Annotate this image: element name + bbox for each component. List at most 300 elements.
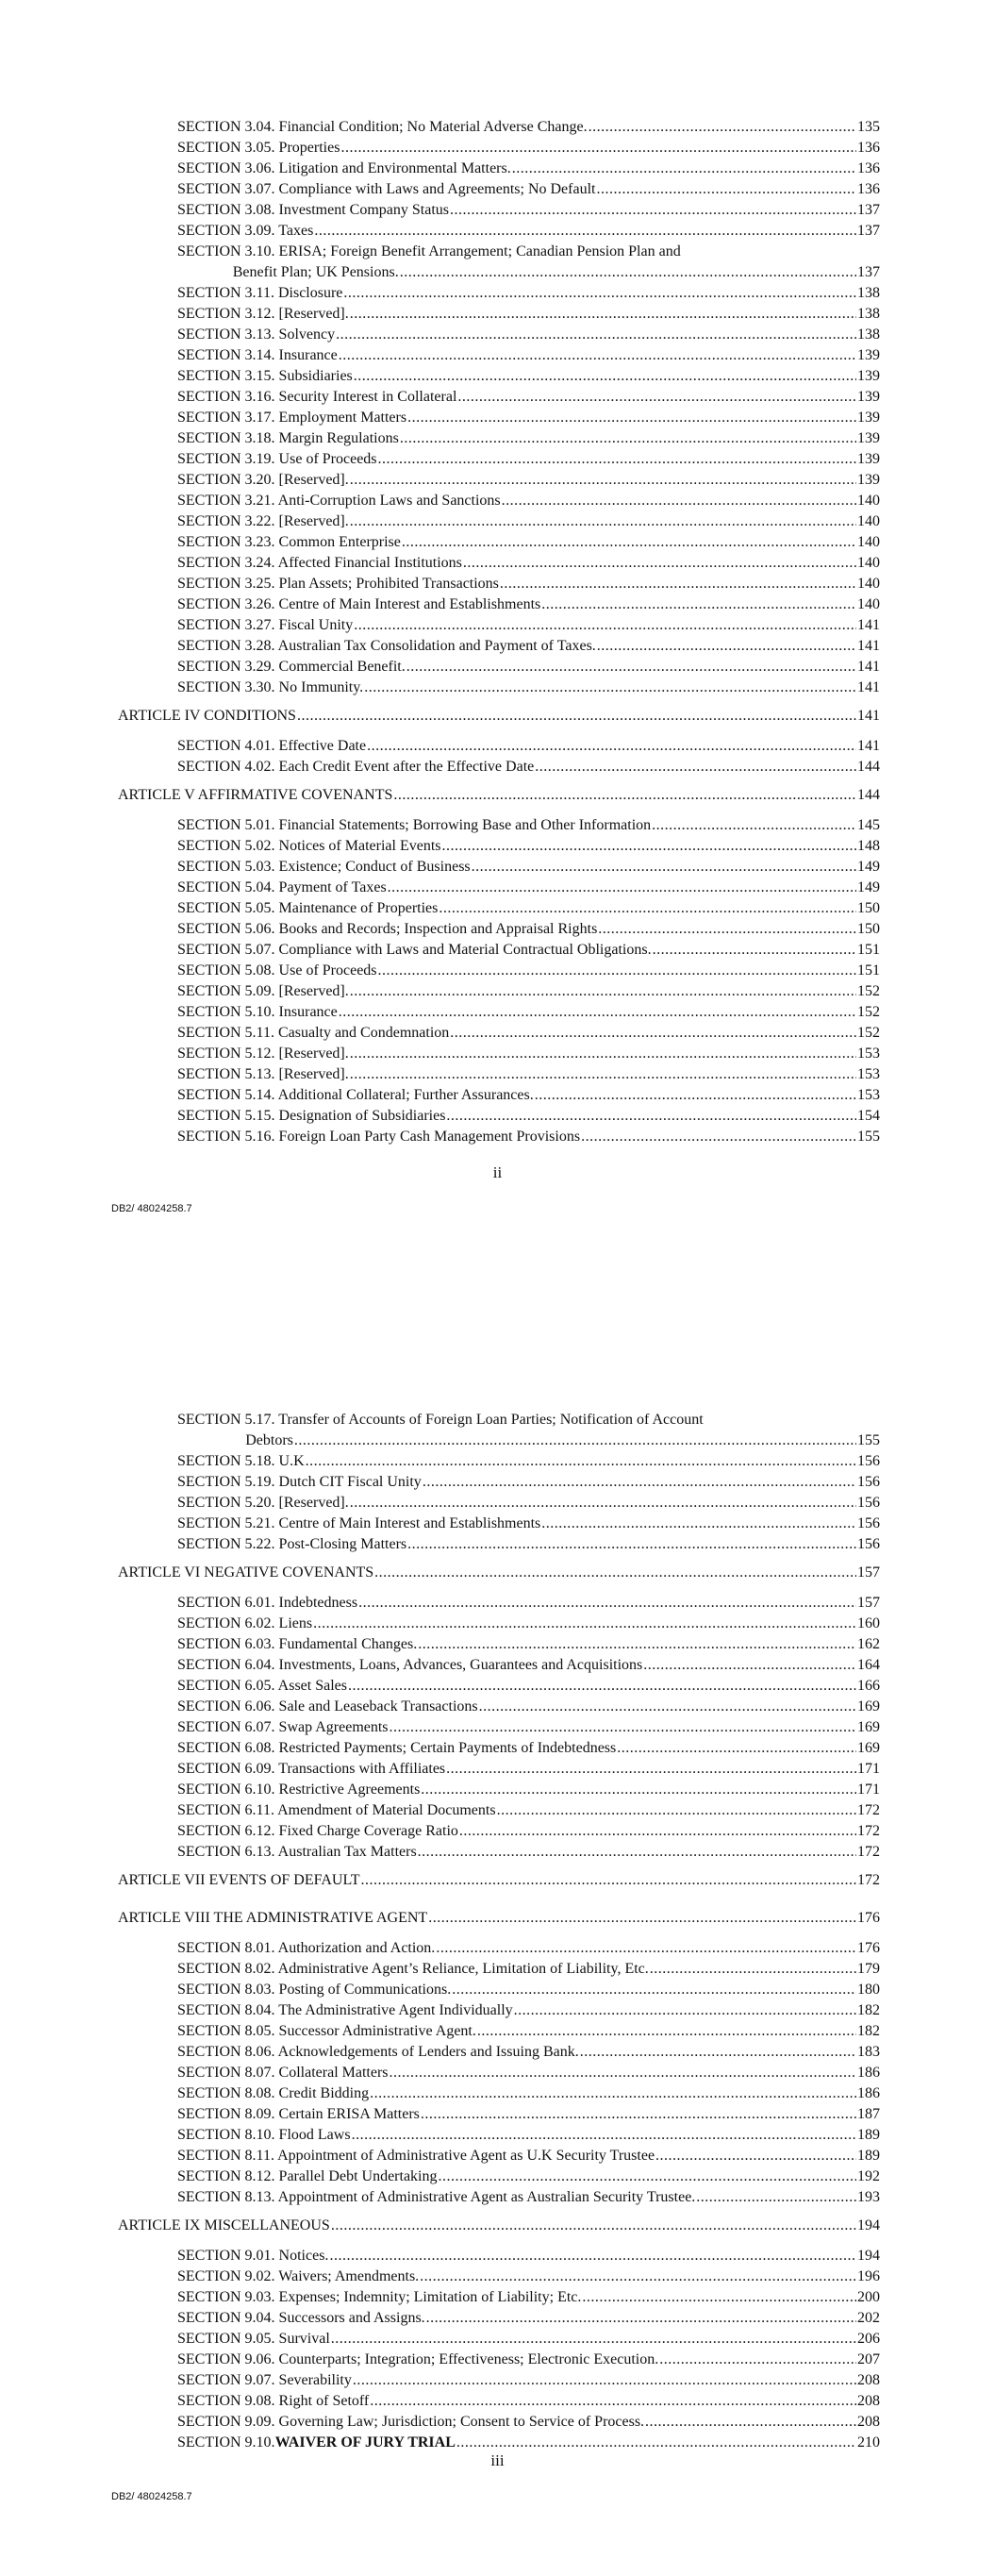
toc-section-entry[interactable]: [177, 2022, 880, 2041]
toc-page-number: 138: [857, 326, 880, 343]
toc-section-entry[interactable]: [177, 1473, 880, 1492]
dot-leader: [350, 982, 856, 1001]
toc-section-entry[interactable]: [177, 2350, 880, 2369]
toc-section-entry[interactable]: [177, 2084, 880, 2103]
toc-section-entry[interactable]: [177, 1939, 880, 1958]
toc-entry-label: SECTION 6.13. Australian Tax Matters: [177, 1844, 417, 1860]
dot-leader: [459, 1822, 856, 1841]
dot-leader: [306, 1452, 856, 1471]
toc-page-number: 172: [857, 1823, 880, 1839]
toc-page-number: 192: [857, 2168, 880, 2184]
dot-leader: [463, 554, 856, 573]
toc-entry-label: SECTION 3.30. No Immunity.: [177, 679, 364, 695]
toc-page-number: 135: [857, 119, 880, 135]
toc-page-number: 137: [857, 223, 880, 239]
toc-entry-label: SECTION 3.04. Financial Condition; No Material Adverse Change.: [177, 119, 588, 135]
dot-leader: [456, 2434, 856, 2452]
toc-page-number: 137: [857, 264, 880, 280]
toc-page-number: 150: [857, 900, 880, 916]
toc-section-entry[interactable]: [177, 920, 880, 939]
toc-entry-label: SECTION 8.13. Appointment of Administrative Agent as Australian Security Trustee.: [177, 2189, 696, 2205]
toc-entry-label: SECTION 5.03. Existence; Conduct of Business: [177, 859, 471, 875]
toc-entry-label: SECTION 8.09. Certain ERISA Matters: [177, 2106, 420, 2122]
dot-leader: [348, 1677, 856, 1696]
toc-page-number: 172: [857, 1844, 880, 1860]
dot-leader: [407, 409, 856, 427]
toc-entry-label: SECTION 5.21. Centre of Main Interest and Establishments: [177, 1515, 541, 1531]
toc-article-entry[interactable]: [118, 2216, 880, 2235]
toc-section-entry[interactable]: [177, 1739, 880, 1758]
toc-entry-label: SECTION 5.11. Casualty and Condemnation: [177, 1025, 450, 1041]
toc-section-entry[interactable]: [177, 492, 880, 510]
toc-page-number: 157: [857, 1564, 880, 1581]
toc-entry-label: SECTION 6.01. Indebtedness: [177, 1595, 358, 1611]
toc-entry-label: SECTION 3.08. Investment Company Status: [177, 202, 449, 218]
dot-leader: [442, 837, 857, 856]
toc-entry-label: Debtors: [245, 1432, 293, 1448]
toc-section-entry[interactable]: [177, 1107, 880, 1126]
toc-entry-label: SECTION 9.01. Notices.: [177, 2248, 329, 2264]
toc-entry-label: SECTION 5.22. Post-Closing Matters: [177, 1536, 407, 1552]
toc-section-entry[interactable]: [177, 1656, 880, 1675]
toc-entry-label: SECTION 6.12. Fixed Charge Coverage Ratio: [177, 1823, 458, 1839]
toc-section-entry[interactable]: [177, 2167, 880, 2186]
toc-page-number: 200: [857, 2289, 880, 2305]
toc-page-number: 166: [857, 1678, 880, 1694]
toc-section-entry[interactable]: [177, 758, 880, 777]
toc-section-entry[interactable]: [177, 2188, 880, 2207]
toc-section-entry[interactable]: [177, 180, 880, 199]
dot-leader: [479, 1698, 856, 1716]
toc-section-entry[interactable]: [177, 1781, 880, 1799]
toc-page-number: 171: [857, 1761, 880, 1777]
toc-article-entry[interactable]: [118, 707, 880, 726]
dot-leader: [329, 2247, 856, 2266]
toc-entry-label: SECTION 3.21. Anti-Corruption Laws and Sanctions: [177, 493, 501, 509]
toc-entry-label: SECTION 5.06. Books and Records; Inspection and Appraisal Rights: [177, 921, 598, 937]
toc-entry-label: ARTICLE IX MISCELLANEOUS: [118, 2217, 330, 2233]
toc-section-entry[interactable]: [177, 658, 880, 677]
toc-section-entry[interactable]: [177, 2001, 880, 2020]
page-number: ii: [492, 1163, 503, 1181]
dot-leader: [354, 616, 856, 635]
toc-entry-label: SECTION 9.06. Counterparts; Integration; Effectiveness; Electronic Execution.: [177, 2351, 659, 2367]
toc-section-entry[interactable]: [177, 139, 880, 158]
toc-entry-label: SECTION 3.28. Australian Tax Consolidation and Payment of Taxes.: [177, 638, 596, 654]
toc-entry-label: SECTION 3.16. Security Interest in Collateral: [177, 389, 457, 405]
toc-page-number: 186: [857, 2065, 880, 2081]
dot-leader: [439, 899, 856, 918]
dot-leader: [597, 637, 856, 656]
toc-page-number: 160: [857, 1615, 880, 1631]
dot-leader: [393, 786, 856, 805]
toc-page-number: 136: [857, 140, 880, 156]
toc-section-entry[interactable]: [177, 2064, 880, 2083]
toc-page-number: 207: [857, 2351, 880, 2367]
toc-entry-label: SECTION 6.11. Amendment of Material Documents: [177, 1802, 496, 1818]
toc-entry-label: SECTION 3.07. Compliance with Laws and Agreements; No Default: [177, 181, 596, 197]
toc-page-number: 187: [857, 2106, 880, 2122]
toc-entry-label: SECTION 8.03. Posting of Communications.: [177, 1982, 452, 1998]
toc-section-entry[interactable]: [177, 2126, 880, 2145]
toc-page-number: 182: [857, 2023, 880, 2039]
toc-section-entry[interactable]: [177, 471, 880, 490]
toc-section-entry[interactable]: [177, 533, 880, 552]
toc-page-iii: [0, 1288, 995, 2576]
toc-page-number: 182: [857, 2002, 880, 2018]
toc-entry-label: SECTION 6.02. Liens: [177, 1615, 313, 1631]
toc-section-entry[interactable]: [177, 962, 880, 980]
toc-entry-label: SECTION 8.11. Appointment of Administrative Agent as U.K Security Trustee: [177, 2148, 655, 2164]
toc-section-entry[interactable]: [177, 450, 880, 469]
toc-entry-label: SECTION 6.07. Swap Agreements: [177, 1719, 389, 1735]
toc-entry-label: SECTION 3.11. Disclosure: [177, 285, 343, 301]
toc-page-number: 140: [857, 596, 880, 612]
dot-leader: [535, 1086, 856, 1105]
toc-page-number: 141: [857, 679, 880, 695]
dot-leader: [655, 2147, 856, 2166]
toc-entry-label: SECTION 9.02. Waivers; Amendments.: [177, 2268, 420, 2284]
toc-section-entry[interactable]: [177, 409, 880, 427]
toc-entry-label: SECTION 5.04. Payment of Taxes: [177, 879, 387, 895]
toc-section-entry[interactable]: [177, 1065, 880, 1084]
toc-section-entry[interactable]: [177, 1452, 880, 1471]
toc-entry-label: SECTION 6.10. Restrictive Agreements: [177, 1781, 421, 1798]
toc-section-entry[interactable]: [177, 1128, 880, 1146]
dot-leader: [331, 2330, 856, 2349]
toc-page-number: 137: [857, 202, 880, 218]
dot-leader: [423, 1473, 856, 1492]
toc-page-number: 136: [857, 181, 880, 197]
dot-leader: [294, 1431, 856, 1450]
toc-section-entry[interactable]: [177, 941, 880, 960]
toc-entry-label: SECTION 3.13. Solvency: [177, 326, 336, 343]
dot-leader: [354, 367, 856, 386]
toc-entry-label: SECTION 3.09. Taxes: [177, 223, 314, 239]
dot-leader: [541, 1514, 856, 1533]
toc-section-entry[interactable]: [177, 1045, 880, 1063]
toc-entry-label: SECTION 6.04. Investments, Loans, Advances, Guarantees and Acquisitions: [177, 1657, 643, 1673]
toc-section-entry[interactable]: [177, 2043, 880, 2062]
dot-leader: [378, 962, 856, 980]
toc-section-entry[interactable]: [177, 554, 880, 573]
toc-section-entry[interactable]: [177, 637, 880, 656]
toc-page-number: 172: [857, 1802, 880, 1818]
toc-page-number: 171: [857, 1781, 880, 1798]
toc-entry-label: SECTION 8.10. Flood Laws: [177, 2127, 351, 2143]
dot-leader: [589, 118, 856, 137]
toc-section-entry[interactable]: [177, 982, 880, 1001]
toc-section-entry[interactable]: [177, 201, 880, 220]
toc-page-number: 138: [857, 285, 880, 301]
dot-leader: [472, 858, 856, 877]
dot-leader: [650, 1960, 856, 1979]
toc-entry-label: SECTION 4.01. Effective Date: [177, 738, 367, 754]
toc-section-entry[interactable]: [177, 1801, 880, 1820]
dot-leader: [659, 2350, 856, 2369]
toc-entry-label: SECTION 3.06. Litigation and Environmental Matters.: [177, 160, 511, 176]
toc-entry-label: SECTION 8.05. Successor Administrative Agent.: [177, 2023, 476, 2039]
toc-entry-label: SECTION 3.14. Insurance: [177, 347, 338, 363]
toc-article-entry[interactable]: [118, 1909, 880, 1928]
dot-leader: [340, 139, 856, 158]
dot-leader: [378, 450, 856, 469]
dot-leader: [500, 575, 856, 594]
toc-page-number: 144: [857, 787, 880, 803]
dot-leader: [617, 1739, 856, 1758]
toc-page-number: 208: [857, 2372, 880, 2388]
toc-page-number: 141: [857, 638, 880, 654]
toc-page-number: 140: [857, 513, 880, 529]
dot-leader: [582, 2288, 856, 2307]
document-id: DB2/ 48024258.7: [111, 2491, 192, 2502]
toc-section-entry[interactable]: [177, 388, 880, 407]
toc-section-entry[interactable]: [177, 1086, 880, 1105]
toc-entry-label: SECTION 6.06. Sale and Leaseback Transactions: [177, 1698, 478, 1715]
toc-entry-label: SECTION 8.12. Parallel Debt Undertaking: [177, 2168, 438, 2184]
toc-page-number: 179: [857, 1961, 880, 1977]
toc-section-entry[interactable]: [177, 816, 880, 835]
toc-entry-continuation[interactable]: [177, 1431, 880, 1450]
toc-page-number: 136: [857, 160, 880, 176]
dot-leader: [514, 2001, 856, 2020]
toc-article-entry[interactable]: [118, 786, 880, 805]
dot-leader: [477, 2022, 856, 2041]
dot-leader: [428, 1909, 856, 1928]
toc-section-entry[interactable]: [177, 1614, 880, 1633]
toc-section-entry[interactable]: [177, 678, 880, 697]
dot-leader: [390, 2064, 856, 2083]
toc-entry-label: SECTION 3.19. Use of Proceeds: [177, 451, 377, 467]
dot-leader: [390, 1718, 856, 1737]
toc-entry-label: SECTION 3.10. ERISA; Foreign Benefit Arrangement; Canadian Pension Plan and: [177, 243, 681, 259]
toc-section-entry[interactable]: [177, 837, 880, 856]
toc-page-number: 156: [857, 1536, 880, 1552]
dot-leader: [497, 1801, 856, 1820]
dot-leader: [418, 1843, 856, 1862]
dot-leader: [352, 2126, 856, 2145]
dot-leader: [436, 1939, 856, 1958]
toc-entry-label: SECTION 5.05. Maintenance of Properties: [177, 900, 439, 916]
toc-page-number: 152: [857, 1025, 880, 1041]
toc-section-entry[interactable]: [177, 305, 880, 324]
toc-entry-heading[interactable]: [177, 243, 880, 261]
toc-entry-heading[interactable]: [177, 1411, 880, 1430]
toc-page-number: 202: [857, 2310, 880, 2326]
toc-page-number: 153: [857, 1066, 880, 1082]
toc-section-entry[interactable]: [177, 737, 880, 756]
dot-leader: [421, 2105, 856, 2124]
dot-leader: [541, 595, 856, 614]
toc-section-entry[interactable]: [177, 2392, 880, 2411]
toc-page-number: 138: [857, 306, 880, 322]
toc-entry-label: SECTION 9.05. Survival: [177, 2331, 330, 2347]
dot-leader: [402, 533, 856, 552]
toc-page-number: 169: [857, 1740, 880, 1756]
toc-entry-label: SECTION 5.07. Compliance with Laws and Material Contractual Obligations.: [177, 942, 652, 958]
document-id: DB2/ 48024258.7: [111, 1203, 192, 1214]
toc-section-entry[interactable]: [177, 2434, 880, 2452]
toc-section-entry[interactable]: [177, 1760, 880, 1779]
toc-page-number: 152: [857, 1004, 880, 1020]
toc-page-number: 196: [857, 2268, 880, 2284]
toc-page-number: 210: [857, 2434, 880, 2451]
toc-page-number: 144: [857, 759, 880, 775]
toc-entry-label: SECTION 5.18. U.K: [177, 1453, 305, 1469]
toc-section-entry[interactable]: [177, 575, 880, 594]
toc-section-entry[interactable]: [177, 2330, 880, 2349]
toc-section-entry[interactable]: [177, 878, 880, 897]
dot-leader: [426, 2309, 856, 2328]
toc-section-entry[interactable]: [177, 284, 880, 303]
toc-section-entry[interactable]: [177, 1718, 880, 1737]
toc-page-number: 140: [857, 493, 880, 509]
toc-section-entry[interactable]: [177, 2413, 880, 2432]
toc-page-number: 156: [857, 1515, 880, 1531]
toc-entry-label: SECTION 8.02. Administrative Agent’s Reliance, Limitation of Liability, Etc.: [177, 1961, 649, 1977]
toc-section-entry[interactable]: [177, 429, 880, 448]
toc-section-entry[interactable]: [177, 346, 880, 365]
toc-section-entry[interactable]: [177, 1594, 880, 1613]
toc-page-number: 139: [857, 451, 880, 467]
toc-page-number: 145: [857, 817, 880, 833]
toc-entry-label: SECTION 5.19. Dutch CIT Fiscal Unity: [177, 1474, 422, 1490]
toc-entry-label: SECTION 9.08. Right of Setoff: [177, 2393, 370, 2409]
toc-article-entry[interactable]: [118, 1871, 880, 1890]
toc-page-number: 169: [857, 1698, 880, 1715]
toc-section-entry[interactable]: [177, 2371, 880, 2390]
toc-section-entry[interactable]: [177, 326, 880, 344]
toc-entry-label: ARTICLE V AFFIRMATIVE COVENANTS: [118, 787, 393, 803]
toc-article-entry[interactable]: [118, 1564, 880, 1582]
dot-leader: [418, 1635, 856, 1654]
toc-entry-label: SECTION 5.15. Designation of Subsidiaries: [177, 1108, 446, 1124]
toc-section-entry[interactable]: [177, 1698, 880, 1716]
toc-section-entry[interactable]: [177, 1494, 880, 1513]
toc-page-number: 157: [857, 1595, 880, 1611]
toc-section-entry[interactable]: [177, 367, 880, 386]
dot-leader: [653, 941, 856, 960]
toc-section-entry[interactable]: [177, 1981, 880, 1999]
dot-leader: [645, 2413, 856, 2432]
toc-entry-label: SECTION 5.17. Transfer of Accounts of Foreign Loan Parties; Notification of Account: [177, 1412, 704, 1428]
dot-leader: [358, 1594, 856, 1613]
toc-entry-label: SECTION 5.20. [Reserved].: [177, 1495, 349, 1511]
toc-entry-label: SECTION 9.09. Governing Law; Jurisdiction; Consent to Service of Process.: [177, 2414, 645, 2430]
toc-entry-label: SECTION 9.04. Successors and Assigns.: [177, 2310, 425, 2326]
toc-section-entry[interactable]: [177, 2247, 880, 2266]
dot-leader: [421, 1781, 856, 1799]
toc-section-entry[interactable]: [177, 1024, 880, 1043]
toc-page-number: 194: [857, 2217, 880, 2233]
dot-leader: [313, 1614, 856, 1633]
dot-leader: [457, 388, 856, 407]
toc-entry-continuation[interactable]: [177, 263, 880, 282]
toc-page-number: 153: [857, 1087, 880, 1103]
toc-entry-label: SECTION 3.12. [Reserved].: [177, 306, 349, 322]
toc-section-entry[interactable]: [177, 2147, 880, 2166]
dot-leader: [331, 2216, 856, 2235]
dot-leader: [643, 1656, 856, 1675]
toc-entry-label: SECTION 8.07. Collateral Matters: [177, 2065, 389, 2081]
dot-leader: [314, 222, 856, 241]
dot-leader: [400, 429, 856, 448]
toc-section-entry[interactable]: [177, 616, 880, 635]
dot-leader: [535, 758, 856, 777]
toc-page-number: 150: [857, 921, 880, 937]
toc-page-number: 139: [857, 368, 880, 384]
toc-section-entry[interactable]: [177, 2309, 880, 2328]
toc-section-entry[interactable]: [177, 222, 880, 241]
toc-page-number: 139: [857, 410, 880, 426]
toc-section-entry[interactable]: [177, 2267, 880, 2286]
toc-section-entry[interactable]: [177, 858, 880, 877]
toc-section-entry[interactable]: [177, 2105, 880, 2124]
toc-entry-label: ARTICLE VIII THE ADMINISTRATIVE AGENT: [118, 1910, 428, 1926]
toc-section-entry[interactable]: [177, 1635, 880, 1654]
toc-entry-label: SECTION 5.10. Insurance: [177, 1004, 338, 1020]
dot-leader: [580, 2043, 856, 2062]
toc-entry-label: SECTION 3.29. Commercial Benefit.: [177, 659, 406, 675]
dot-leader: [450, 1024, 856, 1043]
toc-section-entry[interactable]: [177, 159, 880, 178]
toc-page-number: 155: [857, 1432, 880, 1448]
page-number: iii: [490, 2451, 505, 2469]
toc-section-entry[interactable]: [177, 1535, 880, 1554]
toc-page-number: 208: [857, 2393, 880, 2409]
toc-entry-label: SECTION 3.17. Employment Matters: [177, 410, 407, 426]
dot-leader: [696, 2188, 856, 2207]
dot-leader: [400, 263, 856, 282]
toc-page-number: 183: [857, 2044, 880, 2060]
dot-leader: [370, 2392, 856, 2411]
toc-entry-label: SECTION 5.14. Additional Collateral; Further Assurances.: [177, 1087, 534, 1103]
toc-page-number: 156: [857, 1453, 880, 1469]
toc-section-entry[interactable]: [177, 1822, 880, 1841]
dot-leader: [446, 1107, 856, 1126]
dot-leader: [407, 1535, 856, 1554]
dot-leader: [370, 2084, 856, 2103]
toc-page-number: 206: [857, 2331, 880, 2347]
toc-section-entry[interactable]: [177, 2288, 880, 2307]
toc-entry-label: SECTION 5.02. Notices of Material Events: [177, 838, 441, 854]
toc-entry-label: SECTION 8.08. Credit Bidding: [177, 2085, 370, 2101]
toc-entry-label: ARTICLE VII EVENTS OF DEFAULT: [118, 1872, 360, 1888]
toc-page-number: 176: [857, 1940, 880, 1956]
toc-page-number: 141: [857, 659, 880, 675]
dot-leader: [512, 159, 856, 178]
toc-section-entry[interactable]: [177, 1677, 880, 1696]
toc-section-entry[interactable]: [177, 512, 880, 531]
toc-section-entry[interactable]: [177, 118, 880, 137]
toc-entry-label: SECTION 6.09. Transactions with Affiliates: [177, 1761, 446, 1777]
toc-section-entry[interactable]: [177, 1003, 880, 1022]
toc-page-number: 189: [857, 2127, 880, 2143]
toc-section-entry[interactable]: [177, 1843, 880, 1862]
toc-page-number: 139: [857, 430, 880, 446]
toc-page-number: 154: [857, 1108, 880, 1124]
dot-leader: [420, 2267, 856, 2286]
toc-page-number: 172: [857, 1872, 880, 1888]
toc-section-entry[interactable]: [177, 595, 880, 614]
dot-leader: [336, 326, 856, 344]
toc-section-entry[interactable]: [177, 899, 880, 918]
toc-section-entry[interactable]: [177, 1960, 880, 1979]
toc-section-entry[interactable]: [177, 1514, 880, 1533]
toc-entry-label: SECTION 8.01. Authorization and Action.: [177, 1940, 436, 1956]
toc-entry-label: SECTION 3.23. Common Enterprise: [177, 534, 401, 550]
dot-leader: [446, 1760, 856, 1779]
